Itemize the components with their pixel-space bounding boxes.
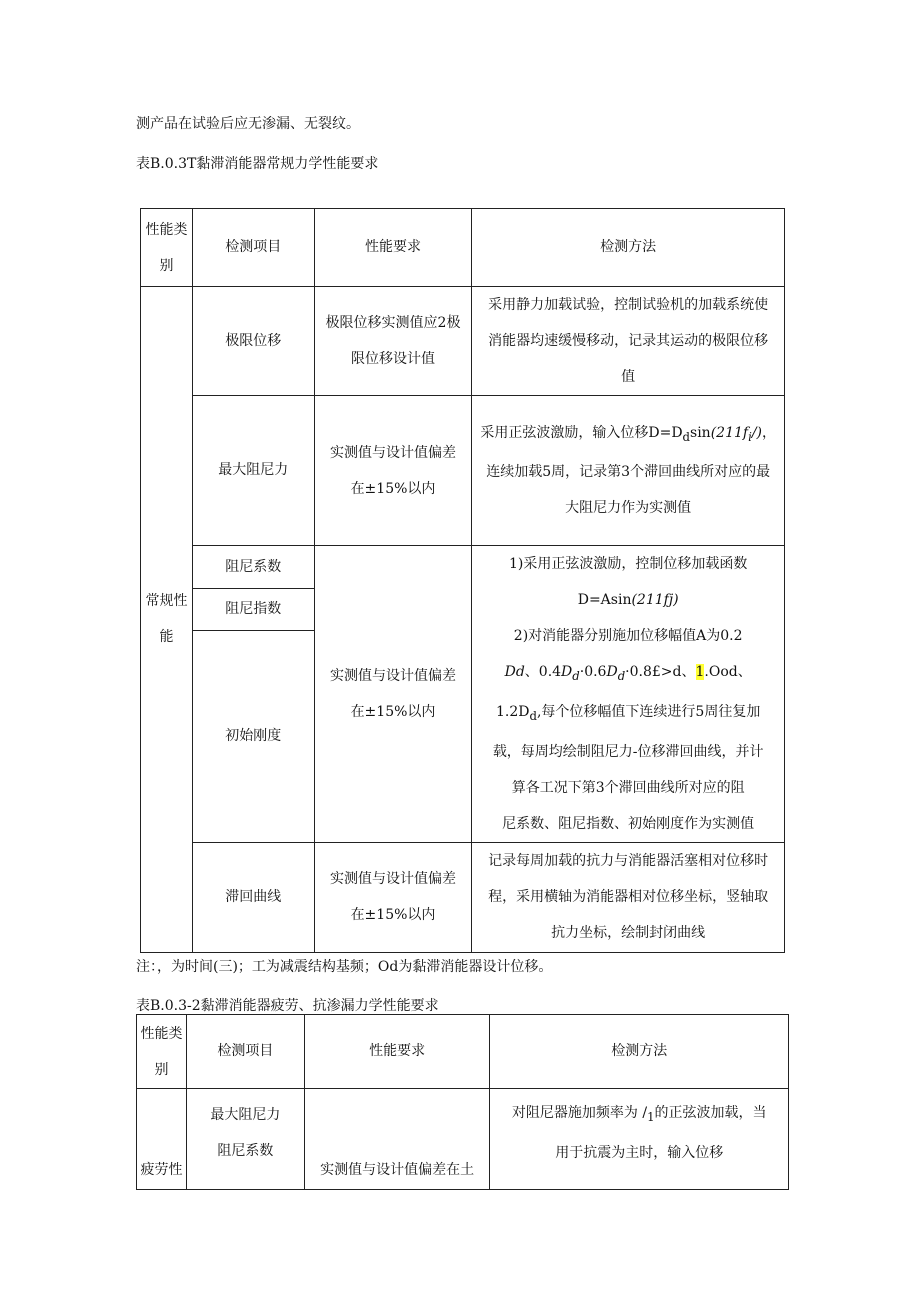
t1-method-ultimate-displacement: 采用静力加载试验，控制试验机的加载系统使 消能器均速缓慢移动，记录其运动的极限位移 值 xyxy=(472,287,785,396)
intro-line: 测产品在试验后应无渗漏、无裂纹。 xyxy=(136,116,360,132)
t2-category: 疲劳性 xyxy=(137,1089,187,1190)
t2-requirement: 实测值与设计值偏差在土 xyxy=(304,1089,490,1190)
table1 xyxy=(140,208,785,953)
table1-note: 注：，为时间(三)；工为减震结构基频；Od为黏滞消能器设计位移。 xyxy=(136,959,553,975)
t2-items: 最大阻尼力 阻尼系数 xyxy=(186,1089,304,1190)
t1-method-hysteresis-curve: 记录每周加载的抗力与消能器活塞相对位移时 程，采用横轴为消能器相对位移坐标，竖轴取 抗力坐标，绘制封闭曲线 xyxy=(472,842,785,952)
t1-category: 常规性 能 xyxy=(141,287,193,953)
t1-item-initial-stiffness: 初始刚度 xyxy=(192,631,314,842)
t1-req-group: 实测值与设计值偏差 在±15%以内 xyxy=(314,546,472,843)
t2-header-category: 性能类 别 xyxy=(137,1015,187,1089)
t1-method-max-damping-force: 采用正弦波激励，输入位移$D=D_d\sin(211f_i/)$， 连续加载5周，记录第3个滞回曲线所对应的最 大阻尼力作为实测值 xyxy=(472,396,785,546)
t1-item-max-damping-force: 最大阻尼力 xyxy=(192,396,314,546)
t1-header-item: 检测项目 xyxy=(192,209,314,287)
t1-header-category: 性能类 别 xyxy=(141,209,193,287)
t2-header-method: 检测方法 xyxy=(490,1015,789,1089)
t2-header-requirement: 性能要求 xyxy=(304,1015,490,1089)
t1-item-damping-coefficient: 阻尼系数 xyxy=(192,546,314,589)
t1-req-max-damping-force: 实测值与设计值偏差 在±15%以内 xyxy=(314,396,472,546)
t1-item-damping-exponent: 阻尼指数 xyxy=(192,589,314,631)
t1-header-requirement: 性能要求 xyxy=(314,209,472,287)
table2 xyxy=(136,1014,789,1190)
t1-method-group: 1)采用正弦波激励，控制位移加载函数 D=Asin(211fj) 2)对消能器分别施加位移幅值A为0.2 Dd、$0.4D_d\cdot 0.6D_d\cdot 0.8£>d$、1.Ood、 $1.2D_d$,每个位移幅值下连续进行5周往复加 载，每周均绘制阻尼力-位移滞回曲线，并计 算各工况下第3个滞回曲线所对应的阻 尼系数、阻尼指数、初始刚度作为实测值 xyxy=(472,546,785,843)
t1-item-ultimate-displacement: 极限位移 xyxy=(192,287,314,396)
highlight-mark: 1 xyxy=(695,664,705,680)
t1-item-hysteresis-curve: 滞回曲线 xyxy=(192,842,314,952)
t2-method: 对阻尼器施加频率为 $/_1$的正弦波加载，当 用于抗震为主时，输入位移 xyxy=(490,1089,789,1190)
t1-req-ultimate-displacement: 极限位移实测值应2极 限位移设计值 xyxy=(314,287,472,396)
table2-caption: 表B.0.3-2黏滞消能器疲劳、抗渗漏力学性能要求 xyxy=(136,998,439,1014)
t1-req-hysteresis-curve: 实测值与设计值偏差 在±15%以内 xyxy=(314,842,472,952)
t1-header-method: 检测方法 xyxy=(472,209,785,287)
t2-header-item: 检测项目 xyxy=(186,1015,304,1089)
table1-caption: 表B.0.3T黏滞消能器常规力学性能要求 xyxy=(136,156,379,172)
